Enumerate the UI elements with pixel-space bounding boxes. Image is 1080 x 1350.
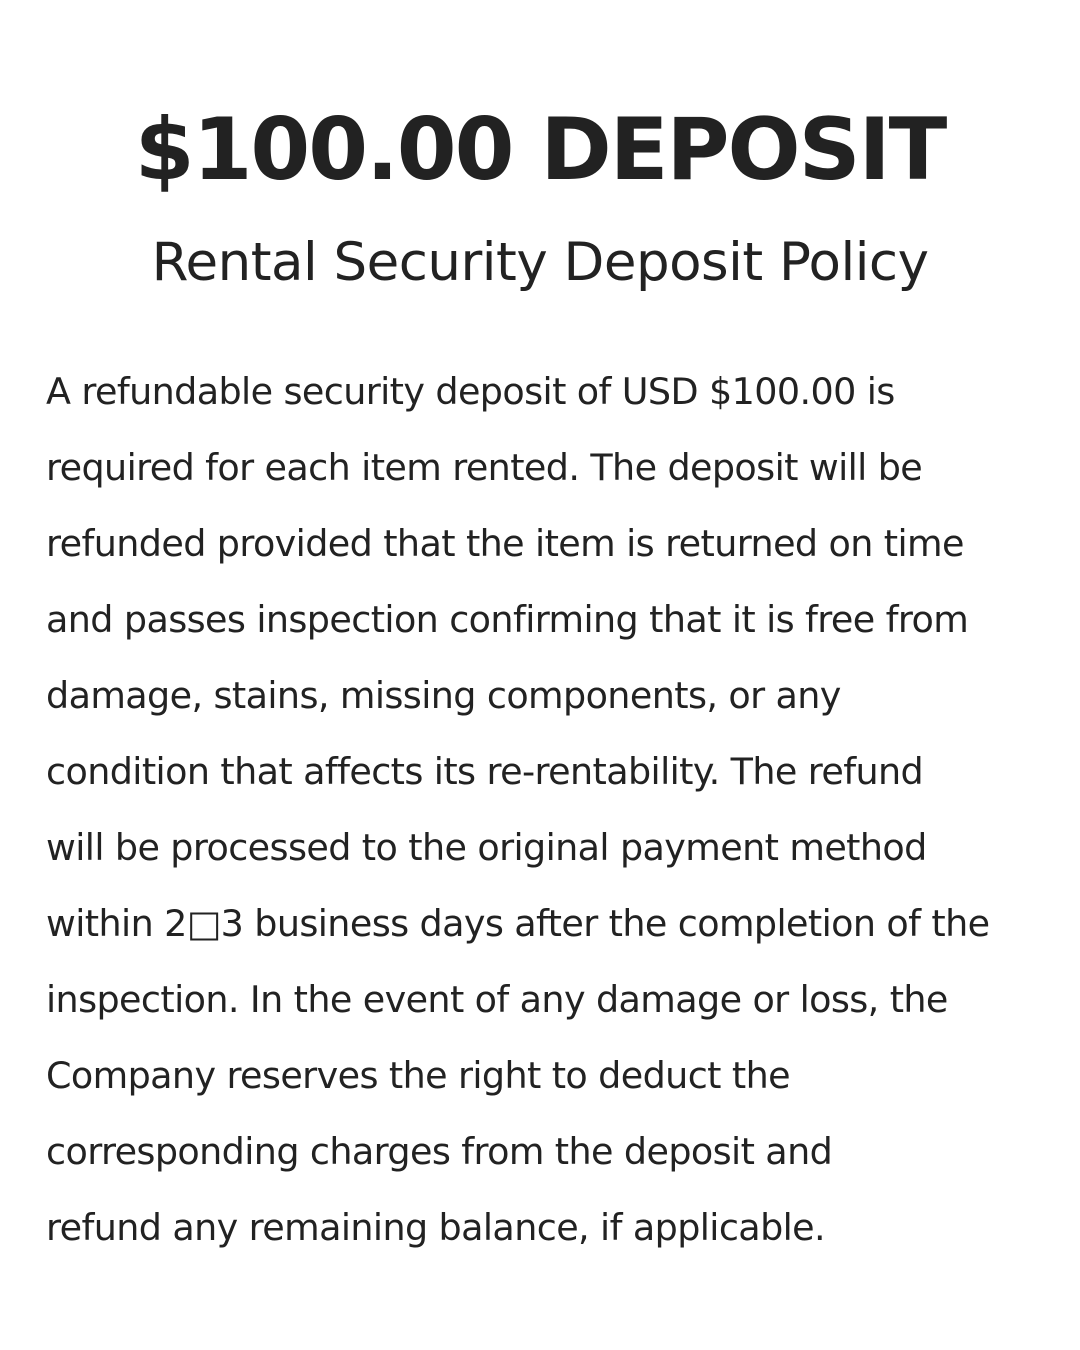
paragraph-line: refund any remaining balance, if applicable. bbox=[46, 1206, 826, 1249]
paragraph-line: required for each item rented. The deposit will be bbox=[46, 446, 923, 489]
paragraph-line: within 2□3 business days after the completion of the bbox=[46, 902, 990, 945]
paragraph-line: and passes inspection confirming that it is free from bbox=[46, 598, 969, 641]
paragraph-line: corresponding charges from the deposit and bbox=[46, 1130, 833, 1173]
paragraph-line: will be processed to the original payment method bbox=[46, 826, 927, 869]
page-subtitle: Rental Security Deposit Policy bbox=[151, 232, 929, 293]
paragraph-line: refunded provided that the item is returned on time bbox=[46, 522, 964, 565]
paragraph-line: A refundable security deposit of USD $100.00 is bbox=[46, 370, 895, 413]
paragraph-line: Company reserves the right to deduct the bbox=[46, 1054, 790, 1097]
policy-paragraph bbox=[46, 354, 1046, 1266]
paragraph-line: damage, stains, missing components, or any bbox=[46, 674, 841, 717]
paragraph-line: inspection. In the event of any damage or loss, the bbox=[46, 978, 948, 1021]
paragraph-line: condition that affects its re-rentability. The refund bbox=[46, 750, 924, 793]
page-title: $100.00 DEPOSIT bbox=[134, 100, 946, 200]
